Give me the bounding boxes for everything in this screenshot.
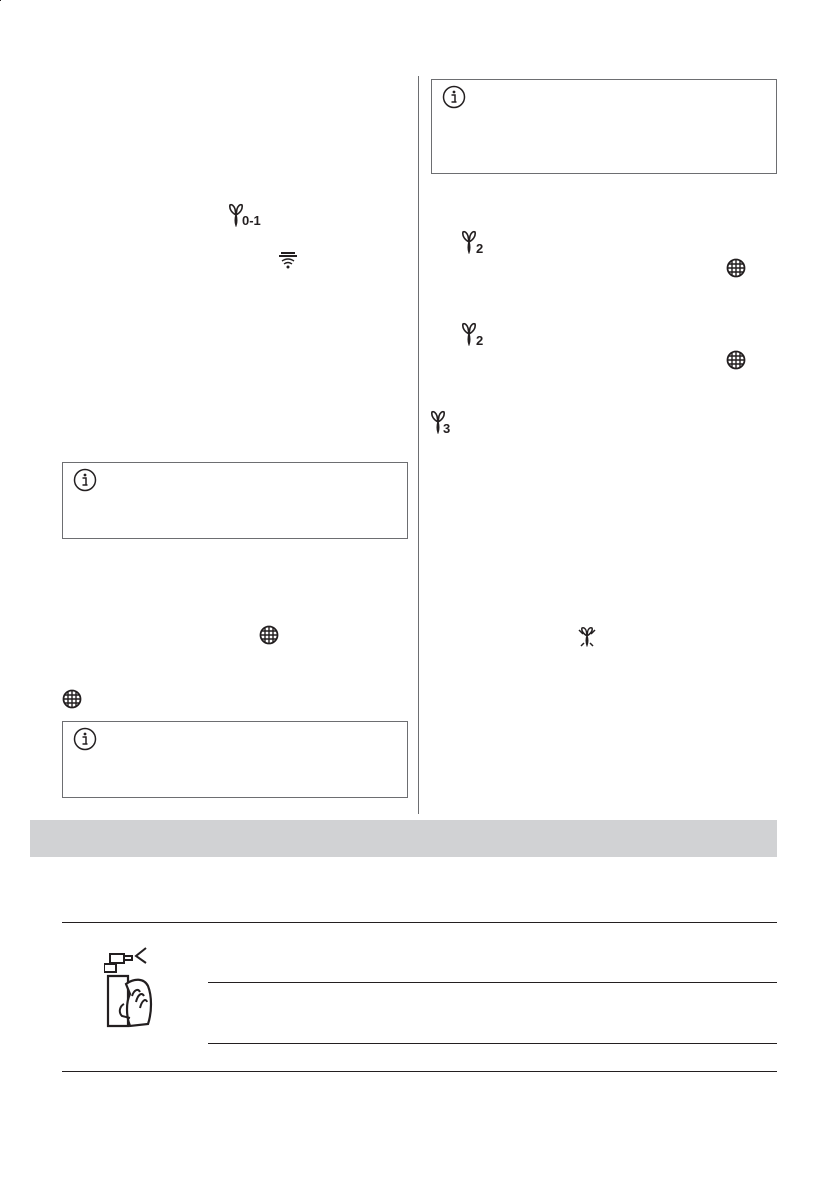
filter-grid-icon (62, 689, 82, 709)
fan-level-0-1-symbol (226, 203, 286, 229)
info-circle-icon (442, 85, 466, 109)
fan-level-label: 0-1 (242, 213, 261, 228)
fan-level-2-symbol (459, 322, 489, 348)
info-box-2 (62, 721, 408, 798)
filter-grid-icon (259, 625, 279, 645)
fan-off-icon (576, 625, 598, 647)
filter-grid-icon (726, 350, 746, 370)
table-top-rule (62, 922, 777, 923)
section-heading-bar (30, 820, 777, 857)
fan-level-2-symbol (459, 230, 489, 256)
table-bottom-rule (62, 1071, 777, 1072)
fan-level-3-symbol (428, 410, 458, 436)
crop-mark-top (0, 0, 1, 1)
info-circle-icon (73, 727, 97, 751)
info-box-3 (431, 79, 777, 174)
fan-level-label: 2 (476, 333, 484, 348)
info-box-1 (62, 462, 408, 539)
spray-cloth-cleaning-icon (104, 946, 164, 1028)
fan-level-label: 2 (476, 241, 484, 256)
fan-level-label: 3 (443, 421, 451, 436)
info-circle-icon (73, 468, 97, 492)
table-row-rule (208, 1043, 777, 1044)
column-divider (418, 76, 419, 814)
filter-grid-icon (726, 258, 746, 278)
hob-wireless-icon (278, 252, 298, 270)
table-row-rule (208, 982, 777, 983)
